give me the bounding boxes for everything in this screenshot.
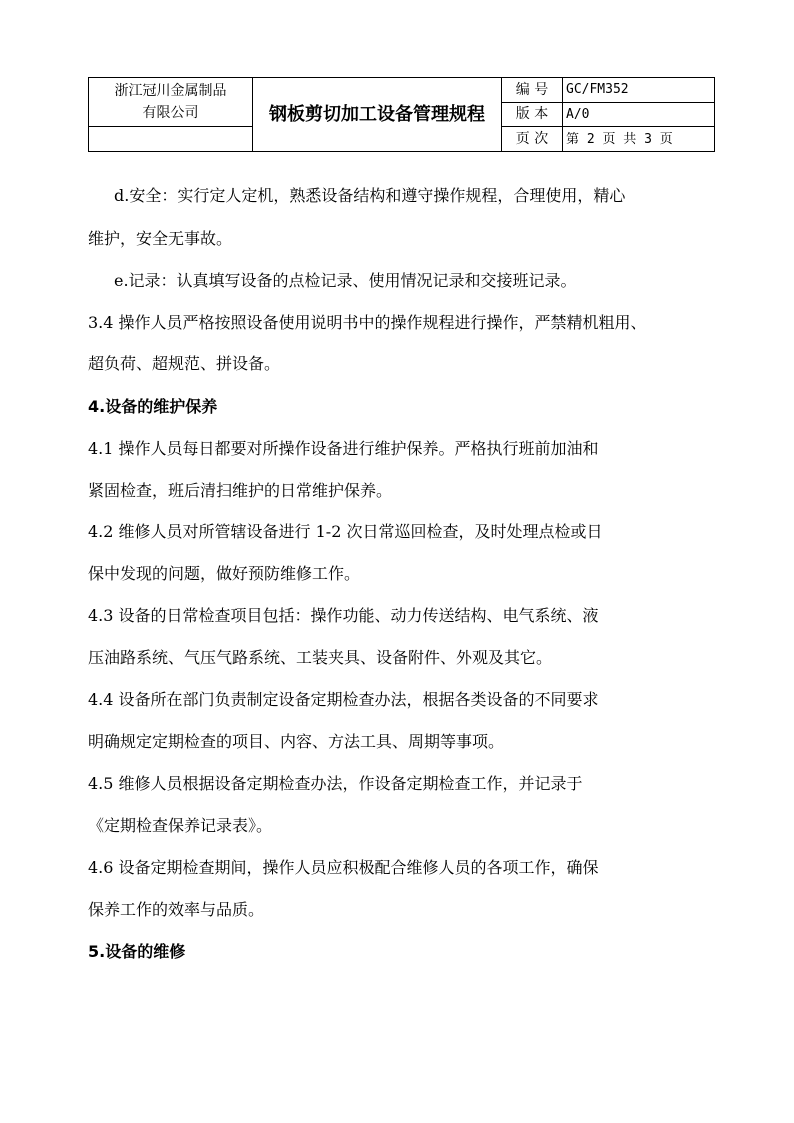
paragraph-line: 《定期检查保养记录表》。 xyxy=(88,816,273,835)
paragraph-line: d.安全：实行定人定机，熟悉设备结构和遵守操作规程，合理使用，精心 xyxy=(114,186,626,205)
paragraph-line: 保养工作的效率与品质。 xyxy=(88,900,265,919)
paragraph-line: 4.2 维修人员对所管辖设备进行 1-2 次日常巡回检查，及时处理点检或日 xyxy=(88,522,603,541)
paragraph-line: 3.4 操作人员严格按照设备使用说明书中的操作规程进行操作，严禁精机粗用、 xyxy=(88,313,647,332)
section-heading: 5.设备的维修 xyxy=(88,942,186,961)
blank-cell xyxy=(89,127,253,152)
paragraph-line: 维护，安全无事故。 xyxy=(88,229,233,248)
doc-number-label: 编 号 xyxy=(502,78,563,103)
company-name-line2: 有限公司 xyxy=(142,105,199,121)
section-heading: 4.设备的维护保养 xyxy=(88,397,218,416)
paragraph-line: 4.6 设备定期检查期间，操作人员应积极配合维修人员的各项工作，确保 xyxy=(88,858,599,877)
page-label: 页 次 xyxy=(502,127,563,152)
page-value: 第 2 页 共 3 页 xyxy=(563,127,715,152)
document-title: 钢板剪切加工设备管理规程 xyxy=(253,78,502,152)
company-name-line1: 浙江冠川金属制品 xyxy=(114,83,227,99)
paragraph-line: 紧固检查，班后清扫维护的日常维护保养。 xyxy=(88,481,393,500)
document-header-table xyxy=(88,77,715,152)
version-label: 版 本 xyxy=(502,102,563,127)
doc-number-value: GC/FM352 xyxy=(563,78,715,103)
version-value: A/0 xyxy=(563,102,715,127)
paragraph-line: 明确规定定期检查的项目、内容、方法工具、周期等事项。 xyxy=(88,732,505,751)
paragraph-line: 4.1 操作人员每日都要对所操作设备进行维护保养。严格执行班前加油和 xyxy=(88,439,599,458)
paragraph-line: 超负荷、超规范、拼设备。 xyxy=(88,354,281,373)
paragraph-line: 保中发现的问题，做好预防维修工作。 xyxy=(88,564,361,583)
paragraph-line: 4.4 设备所在部门负责制定设备定期检查办法，根据各类设备的不同要求 xyxy=(88,690,599,709)
paragraph-line: 压油路系统、气压气路系统、工装夹具、设备附件、外观及其它。 xyxy=(88,648,553,667)
paragraph-line: 4.5 维修人员根据设备定期检查办法，作设备定期检查工作，并记录于 xyxy=(88,774,583,793)
paragraph-line: 4.3 设备的日常检查项目包括：操作功能、动力传送结构、电气系统、液 xyxy=(88,606,599,625)
company-name-cell xyxy=(89,78,253,127)
paragraph-line: e.记录：认真填写设备的点检记录、使用情况记录和交接班记录。 xyxy=(114,271,577,290)
